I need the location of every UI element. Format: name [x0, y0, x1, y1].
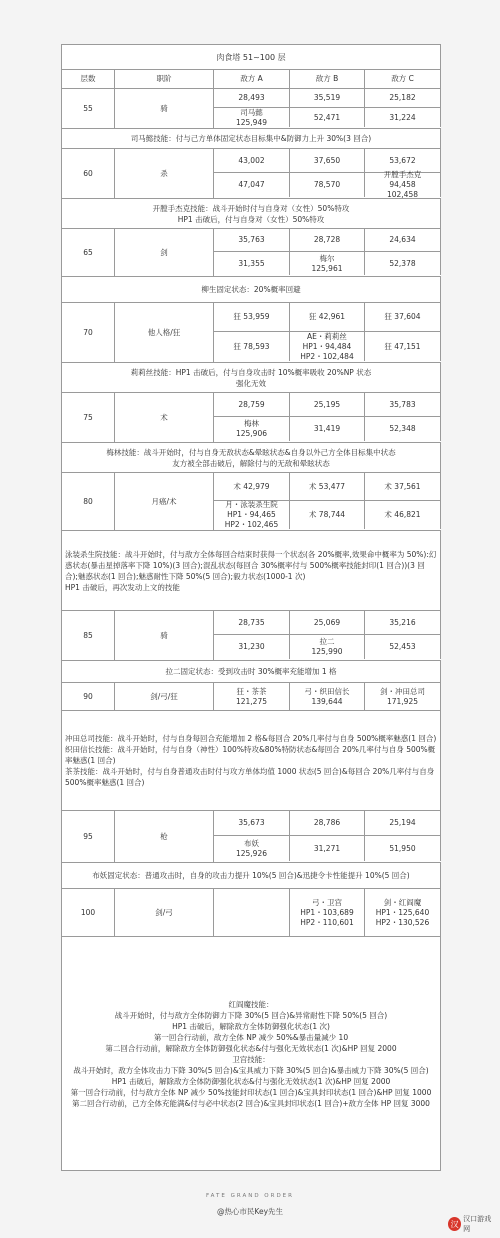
skill-note-row	[62, 531, 441, 611]
enemy-a	[214, 611, 290, 660]
skill-note-row	[62, 277, 441, 303]
class-cell: 杀	[115, 149, 214, 198]
floor-number: 100	[62, 889, 115, 936]
enemy-b-hp2: 52,471	[290, 108, 365, 127]
skill-note-line: 第一回合行动前，付与敌方全体 NP 减少 50%技能封印状态(1 回合)&宝具封印状态(1 回合)&HP 回复 1000	[70, 1087, 432, 1097]
floor-number: 80	[62, 473, 115, 530]
skill-note-row	[62, 443, 441, 473]
header-cell: 敌方 C	[365, 70, 441, 88]
skill-note-line: 拉二固定状态：受到攻击时 30%概率充能增加 1 格	[165, 667, 337, 676]
skill-note	[62, 363, 441, 392]
enemy-b-hp1: 狂 42,961	[290, 303, 365, 332]
enemy-a-hp1: 28,735	[214, 611, 290, 635]
skill-note-line: 莉莉丝技能：HP1 击破后，付与自身攻击时 10%概率吸收 20%NP 状态	[130, 367, 372, 377]
enemy-c	[365, 611, 441, 660]
watermark-text: 汉口游戏网	[463, 1215, 492, 1233]
skill-note-line: 茶茶技能：战斗开始时，付与自身普通攻击时付与攻方单体均值 1000 状态(5 回合)&每回合 20%几率付与自身 500%概率魅惑(1 回合)	[65, 767, 435, 787]
watermark-logo-icon: 汉	[448, 1217, 461, 1231]
skill-note-line: 第二回合行动前，解除敌方全体防御强化状态&付与强化无效状态(1 次)&HP 回复 2000	[105, 1043, 397, 1053]
enemy-c	[365, 89, 441, 128]
class-cell: 月癌/术	[115, 473, 214, 530]
class-cell: 他人格/狂	[115, 303, 214, 362]
enemy-a	[214, 89, 290, 128]
enemy-a-hp1: 28,759	[214, 393, 290, 417]
enemy-a-hp2: 狂 78,593	[214, 332, 290, 361]
enemy-b-hp2: 31,419	[290, 417, 365, 441]
enemy-c-hp2: 术 46,821	[365, 501, 441, 529]
skill-note-line: 梅林技能：战斗开始时，付与自身无敌状态&晕眩状态&自身以外己方全体目标集中状态	[106, 447, 396, 457]
header-cell: 层数	[62, 70, 115, 88]
enemy-a	[214, 149, 290, 198]
skill-note-line: 开膛手杰克技能：战斗开始时付与自身对（女性）50%特攻	[152, 203, 350, 213]
floor-row	[62, 303, 441, 363]
enemy-c-hp2: 52,453	[365, 635, 441, 659]
skill-note-line: 第二回合行动前，己方全体充能满&付与必中状态(2 回合)&宝具封印状态(1 回合)+敌方全体 HP 回复 3000	[72, 1098, 430, 1108]
skill-note-line: 战斗开始时，付与敌方全体防御力下降 30%(5 回合)&异常耐性下降 50%(5 回合)	[114, 1010, 388, 1020]
enemy-a-hp1: 43,002	[214, 149, 290, 173]
enemy-c-hp1: 53,672	[365, 149, 441, 173]
enemy-b-hp1: 37,650	[290, 149, 365, 173]
enemy-a	[214, 229, 290, 276]
skill-note	[62, 937, 441, 1170]
enemy-b	[290, 611, 365, 660]
enemy-b	[290, 149, 365, 198]
enemy-a-hp2: 梅林 125,906	[214, 417, 290, 441]
enemy-a-hp2: 47,047	[214, 173, 290, 197]
enemy-c-hp1: 35,216	[365, 611, 441, 635]
skill-note	[62, 277, 441, 302]
enemy-c-hp1: 术 37,561	[365, 473, 441, 501]
class-cell: 枪	[115, 811, 214, 862]
enemy-c	[365, 149, 441, 198]
enemy-a-hp2: 月・泳装杀生院 HP1・94,465 HP2・102,465	[214, 501, 290, 529]
enemy-c	[365, 229, 441, 276]
enemy-a-hp1: 35,763	[214, 229, 290, 252]
enemy-c-hp2: 51,950	[365, 836, 441, 861]
skill-note-line: 布妖固定状态：普通攻击时，自身的攻击力提升 10%(5 回合)&迅捷令卡性能提升 10%(5 回合)	[92, 871, 410, 880]
skill-note-row	[62, 711, 441, 811]
floor-table	[61, 44, 441, 1171]
floor-row	[62, 889, 441, 937]
enemy-b-hp2: 梅尔 125,961	[290, 252, 365, 275]
enemy-c	[365, 811, 441, 862]
header-cell: 职阶	[115, 70, 214, 88]
enemy-c-hp2: 52,378	[365, 252, 441, 275]
enemy-b-hp1: 28,786	[290, 811, 365, 836]
skill-note-line: HP1 击破后，付与自身对（女性）50%特攻	[177, 214, 325, 224]
enemy-a	[214, 889, 290, 936]
enemy-b	[290, 811, 365, 862]
enemy-c-hp1: 狂 37,604	[365, 303, 441, 332]
enemy-c-hp1: 25,194	[365, 811, 441, 836]
enemy-a-hp1: 狂 53,959	[214, 303, 290, 332]
skill-note-row	[62, 363, 441, 393]
enemy-c: 剑・红阎魔 HP1・125,640 HP2・130,526	[365, 889, 441, 936]
enemy-b-hp2: 术 78,744	[290, 501, 365, 529]
enemy-a	[214, 393, 290, 442]
enemy-b-hp2: 31,271	[290, 836, 365, 861]
enemy-a-hp2: 司马懿 125,949	[214, 108, 290, 127]
enemy-b-hp1: 25,195	[290, 393, 365, 417]
enemy-c-hp2: 狂 47,151	[365, 332, 441, 361]
class-cell: 骑	[115, 611, 214, 660]
skill-note	[62, 199, 441, 228]
skill-note	[62, 443, 441, 472]
floor-row	[62, 683, 441, 711]
enemy-b: 弓・织田信长 139,644	[290, 683, 365, 710]
floor-row	[62, 811, 441, 863]
enemy-c	[365, 473, 441, 530]
skill-note-line: 泳装杀生院技能：战斗开始时，付与敌方全体每回合结束时获得一个状态(各 20%概率,效果命中概率为 50%):幻惑状态(暴击星掉落率下降 10%)(3 回合);混乱状态(每回合 30%概率付与 500%概率技能封印(1 回合))(3 回合);魅惑状态(1 回合);魅惑耐性下降 50%(5 回合);毅力状态(1000-1 次)	[65, 549, 437, 581]
enemy-b	[290, 473, 365, 530]
enemy-b	[290, 303, 365, 362]
enemy-a	[214, 811, 290, 862]
class-cell: 骑	[115, 89, 214, 128]
enemy-c: 剑・冲田总司 171,925	[365, 683, 441, 710]
enemy-c-hp1: 24,634	[365, 229, 441, 252]
table-title: 肉食塔 51~100 层	[62, 45, 441, 69]
skill-note-line: 司马懿技能：付与己方单体固定状态目标集中&防御力上升 30%(3 回合)	[130, 134, 372, 143]
enemy-b-hp2: 78,570	[290, 173, 365, 197]
skill-note-line: 友方被全部击破后，解除付与的无敌和晕眩状态	[172, 458, 330, 468]
header-cell: 敌方 A	[214, 70, 290, 88]
floor-number: 65	[62, 229, 115, 276]
class-cell: 剑/弓	[115, 889, 214, 936]
enemy-b: 弓・卫宫 HP1・103,689 HP2・110,601	[290, 889, 365, 936]
enemy-c-hp2: 开膛手杰克 94,458 102,458	[365, 173, 441, 197]
skill-note-row	[62, 863, 441, 889]
header-cell: 敌方 B	[290, 70, 365, 88]
floor-row	[62, 229, 441, 277]
enemy-b-hp1: 28,728	[290, 229, 365, 252]
credit-text: @热心市民Key先生	[216, 1207, 284, 1216]
floor-number: 70	[62, 303, 115, 362]
enemy-a	[214, 473, 290, 530]
class-cell: 术	[115, 393, 214, 442]
watermark	[448, 1214, 496, 1234]
enemy-b-hp1: 术 53,477	[290, 473, 365, 501]
skill-note-line: HP1 击破后，再次发动上文的技能	[65, 582, 180, 592]
enemy-a-hp1: 术 42,979	[214, 473, 290, 501]
skill-note-line: 卫宫技能：	[232, 1054, 270, 1064]
skill-note	[62, 863, 441, 888]
skill-note-line: 冲田总司技能：战斗开始时，付与自身每回合充能增加 2 格&每回合 20%几率付与自身 500%概率魅惑(1 回合)	[65, 734, 437, 743]
floor-number: 75	[62, 393, 115, 442]
enemy-b-hp1: 25,069	[290, 611, 365, 635]
enemy-b-hp2: 拉二 125,990	[290, 635, 365, 659]
enemy-b	[290, 89, 365, 128]
enemy-b-hp1: 35,519	[290, 89, 365, 108]
skill-note	[62, 661, 441, 682]
enemy-c	[365, 393, 441, 442]
skill-note-line: 第一回合行动前，敌方全体 NP 减少 50%&暴击量减少 10	[153, 1032, 349, 1042]
skill-note-line: HP1 击破后，解除敌方全体防御强化状态&付与强化无效状态(1 次)&HP 回复 2000	[111, 1076, 391, 1086]
skill-note-line: 战斗开始时，敌方全体攻击力下降 30%(5 回合)&宝具威力下降 30%(5 回合)&暴击威力下降 30%(5 回合)	[73, 1065, 429, 1075]
floor-row	[62, 393, 441, 443]
skill-note-line: 红阎魔技能：	[228, 999, 274, 1009]
skill-note-row	[62, 661, 441, 683]
enemy-c	[365, 303, 441, 362]
class-cell: 剑/弓/狂	[115, 683, 214, 710]
floor-row	[62, 89, 441, 129]
floor-number: 85	[62, 611, 115, 660]
skill-note	[62, 711, 441, 810]
enemy-b-hp2: AE・莉莉丝 HP1・94,484 HP2・102,484	[290, 332, 365, 361]
skill-note	[62, 129, 441, 148]
class-cell: 剑	[115, 229, 214, 276]
enemy-c-hp1: 25,182	[365, 89, 441, 108]
floor-number: 55	[62, 89, 115, 128]
skill-note	[62, 531, 441, 610]
skill-note-line: HP1 击破后，解除敌方全体防御强化状态(1 次)	[172, 1021, 330, 1031]
skill-note-line: 柳生固定状态：20%概率回避	[201, 285, 301, 294]
enemy-a-hp2: 31,230	[214, 635, 290, 659]
floor-row	[62, 611, 441, 661]
enemy-a: 狂・茶茶 121,275	[214, 683, 290, 710]
enemy-b	[290, 229, 365, 276]
enemy-a-hp2: 31,355	[214, 252, 290, 275]
brand-text: FATE GRAND ORDER	[206, 1193, 294, 1199]
skill-note-row	[62, 199, 441, 229]
skill-note-row	[62, 937, 441, 1171]
floor-number: 95	[62, 811, 115, 862]
enemy-a-hp1: 28,493	[214, 89, 290, 108]
floor-number: 90	[62, 683, 115, 710]
enemy-a	[214, 303, 290, 362]
floor-row	[62, 473, 441, 531]
skill-note-line: 强化无效	[236, 378, 266, 388]
enemy-a-hp1: 35,673	[214, 811, 290, 836]
enemy-c-hp2: 52,348	[365, 417, 441, 441]
header-row	[62, 70, 441, 89]
floor-row	[62, 149, 441, 199]
enemy-b	[290, 393, 365, 442]
skill-note-line: 织田信长技能：战斗开始时，付与自身（神性）100%特攻&80%特防状态&每回合 20%几率付与自身 500%概率魅惑(1 回合)	[65, 745, 436, 765]
skill-note-row	[62, 129, 441, 149]
floor-number: 60	[62, 149, 115, 198]
enemy-a-hp2: 布妖 125,926	[214, 836, 290, 861]
enemy-c-hp2: 31,224	[365, 108, 441, 127]
enemy-c-hp1: 35,783	[365, 393, 441, 417]
